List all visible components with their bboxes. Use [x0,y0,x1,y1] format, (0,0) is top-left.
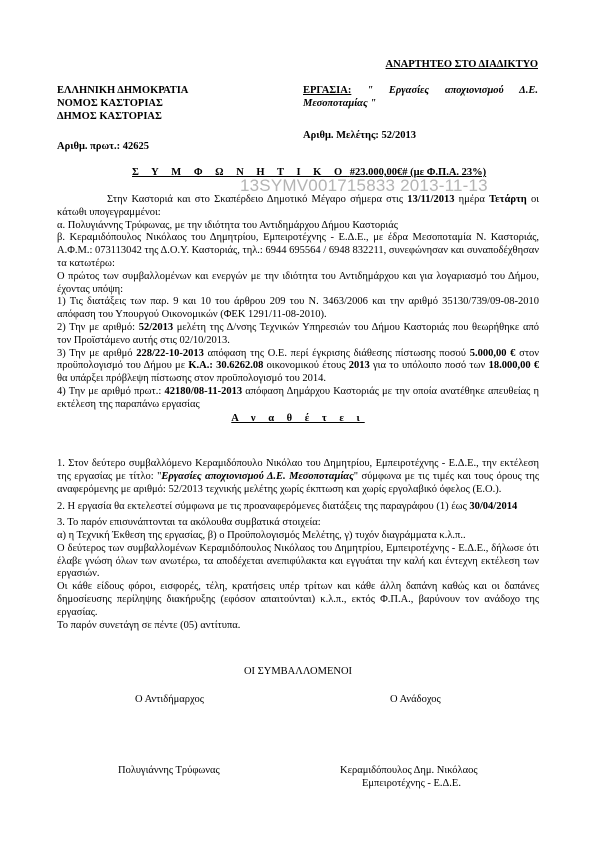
point-1: 1) Τις διατάξεις των παρ. 9 και 10 του άρθρου 209 του Ν. 3463/2006 και την αριθμό 35130/739/09-08-2010 απόφαση του Υπουργού Οικονομικών (ΦΕΚ 1291/11-08-2010). [57,296,539,321]
clause-1 [57,458,539,496]
signatures-heading: ΟΙ ΣΥΜΒΑΛΛΟΜΕΝΟΙ [243,666,353,677]
point-4-pre: 4) Την με αριθμό πρωτ.: [57,385,162,397]
clause-5: Οι κάθε είδους φόροι, εισφορές, τέλη, κρατήσεις υπέρ τρίτων και κάθε άλλη δαπάνη καθώς και οι δαπάνες δημοσίευσης περίληψης διακήρυξης (εφόσον απαιτούνται) κ.λ.π., εκτός Φ.Π.Α., βαρύνουν τον ανάδοχο της εργασίας. [57,581,539,618]
issuing-authority [57,85,257,123]
point-2 [57,322,539,348]
considering-paragraph: Ο πρώτος των συμβαλλομένων και ενεργών με την ιδιότητα του Αντιδημάρχου και για λογαριασμό του Δήμου, έχοντας υπόψη: [57,270,539,295]
point-2-post: μελέτη της Δ/νσης Τεχνικών Υπηρεσιών του Δήμου Καστοριάς που θεωρήθηκε από τον Προϊστάμενο αυτής στις 02/10/2013. [57,321,540,346]
point-4-post: απόφαση Δημάρχου Καστοριάς με την οποία ανατέθηκε απευθείας η εκτέλεση της παραπάνω εργασίας [57,385,540,410]
intro-date: 13/11/2013 [407,194,455,205]
clause-6: Το παρόν συνετάγη σε πέντε (05) αντίτυπα. [57,619,241,631]
point-3-text-a: 3) Την με αριθμό [57,347,133,359]
intro-text: Στην Καστοριά και στο Σκαπέρδειο Δημοτικό Μέγαρο σήμερα στις [107,194,404,205]
clause-2-date: 30/04/2014 [469,501,518,513]
work-title: " Εργασίες αποχιονισμού Δ.Ε. Μεσοποταμίας " [303,85,538,109]
clauses [57,458,539,632]
clause-2 [57,501,539,514]
point-3-text-d: οικονομικού έτους [266,360,346,372]
assigns-heading: Α ν α θ έ τ ε ι [231,412,365,424]
right-signatory-title: Εμπειροτέχνης - Ε.Δ.Ε. [362,778,461,789]
authority-line-3: ΔΗΜΟΣ ΚΑΣΤΟΡΙΑΣ [57,110,162,122]
clause-1-work-title: Εργασίες αποχιονισμού Δ.Ε. Μεσοποταμίας [161,470,354,482]
intro-tail: οι κάτωθι υπογεγραμμένοι: [57,194,540,218]
point-3-year: 2013 [348,360,370,372]
publication-note: ΑΝΑΡΤΗΤΕΟ ΣΤΟ ΔΙΑΔΙΚΤΥΟ [385,59,538,70]
contract-body [57,194,539,425]
point-3-number: 228/22-10-2013 [136,347,204,359]
protocol-number [57,141,149,154]
protocol-value: 42625 [122,141,150,152]
intro-day: Τετάρτη [489,194,527,205]
party-b: β. Κεραμιδόπουλος Νικόλαος του Δημητρίου, Εμπειροτέχνης - Ε.Δ.Ε., με έδρα Μεσοποταμία Ν. Καστοριάς, Α.Φ.Μ.: 073113042 της Δ.Ο.Υ. Καστοριάς, τηλ.: 6944 695564 / 6948 832211, συνεφώνησαν και συναποδέχθησαν τα κατωτέρω: [57,232,539,269]
clause-3: 3. Το παρόν επισυνάπτονται τα ακόλουθα συμβατικά στοιχεία: [57,517,321,529]
right-signatory-name: Κεραμιδόπουλος Δημ. Νικόλαος [340,765,478,776]
point-4-number: 42180/08-11-2013 [164,385,243,397]
clause-1-text-a: 1. Στον δεύτερο συμβαλλόμενο Κεραμιδόπουλο Νικόλαο του Δημητρίου, Εμπειροτέχνης - Ε.Δ.Ε., την εκτέλεση της εργασίας με τίτλο: " [57,458,539,482]
study-number [303,130,416,143]
left-signatory-name: Πολυγιάννης Τρύφωνας [118,765,220,776]
contract-amount: #23.000,00€# (με Φ.Π.Α. 23%) [349,167,487,178]
point-4 [57,386,539,412]
authority-line-1: ΕΛΛΗΝΙΚΗ ΔΗΜΟΚΡΑΤΙΑ [57,85,189,96]
left-signatory-role: Ο Αντιδήμαρχος [135,694,204,705]
right-signatory-role: Ο Ανάδοχος [390,694,441,705]
point-3 [57,348,539,386]
work-heading [303,85,538,111]
clause-3-items: α) η Τεχνική Έκθεση της εργασίας, β) ο Προϋπολογισμός Μελέτης, γ) τυχόν διαγράμματα κ.λ.π.. [57,529,466,541]
point-3-remaining-amount: 18.000,00 € [488,360,540,372]
study-label: Αριθμ. Μελέτης: [303,130,379,141]
party-a: α. Πολυγιάννης Τρύφωνας, με την ιδιότητα του Αντιδημάρχου Δήμου Καστοριάς [57,219,398,231]
intro-text-day-label: ημέρα [458,194,485,205]
point-3-text-c: στον προϋπολογισμό του Δήμου με [57,347,540,372]
study-value: 52/2013 [381,130,416,141]
registry-stamp: 13SYMV001715833 2013-11-13 [240,176,488,195]
point-3-budget-code: Κ.Α.: 30.6262.08 [188,360,264,372]
contract-word: Σ Υ Μ Φ Ω Ν Η Τ Ι Κ Ο [132,167,348,178]
authority-line-2: ΝΟΜΟΣ ΚΑΣΤΟΡΙΑΣ [57,97,163,109]
point-2-number: 52/2013 [138,321,174,333]
clause-1-text-b: " σύμφωνα με τις τιμές και τους όρους της αναφερόμενης με αριθμό: 52/2013 τεχνικής μελέτης χωρίς έκπτωση και χωρίς εργολαβικό όφελος (Ε.Ο.). [57,470,539,495]
point-3-text-e: για το υπόλοιπο ποσό των [373,360,486,372]
clause-4: Ο δεύτερος των συμβαλλομένων Κεραμιδόπουλος Νικόλαος του Δημητρίου, Εμπειροτέχνης - Ε.Δ.Ε., δήλωσε ότι έλαβε γνώση όλων των ανωτέρω, τα αποδέχεται ανεπιφύλακτα και εγγυάται την καλή και έντεχνη εκτέλεση των εργασιών. [57,542,539,580]
point-3-amount: 5.000,00 € [469,347,516,359]
point-3-text-b: απόφαση της Ο.Ε. περί έγκρισης διάθεσης πίστωσης ποσού [207,347,466,359]
clause-2-text: 2. Η εργασία θα εκτελεστεί σύμφωνα με τις προαναφερόμενες διατάξεις της παραγράφου (1) έως [57,501,467,513]
point-2-pre: 2) Την με αριθμό: [57,321,136,333]
intro-paragraph [57,194,539,220]
protocol-label: Αριθμ. πρωτ.: [57,141,121,152]
point-3-text-f: θα υπάρξει πρόβλεψη πίστωσης στον προϋπολογισμό του 2014. [57,373,327,385]
work-label: ΕΡΓΑΣΙΑ: [303,85,352,96]
